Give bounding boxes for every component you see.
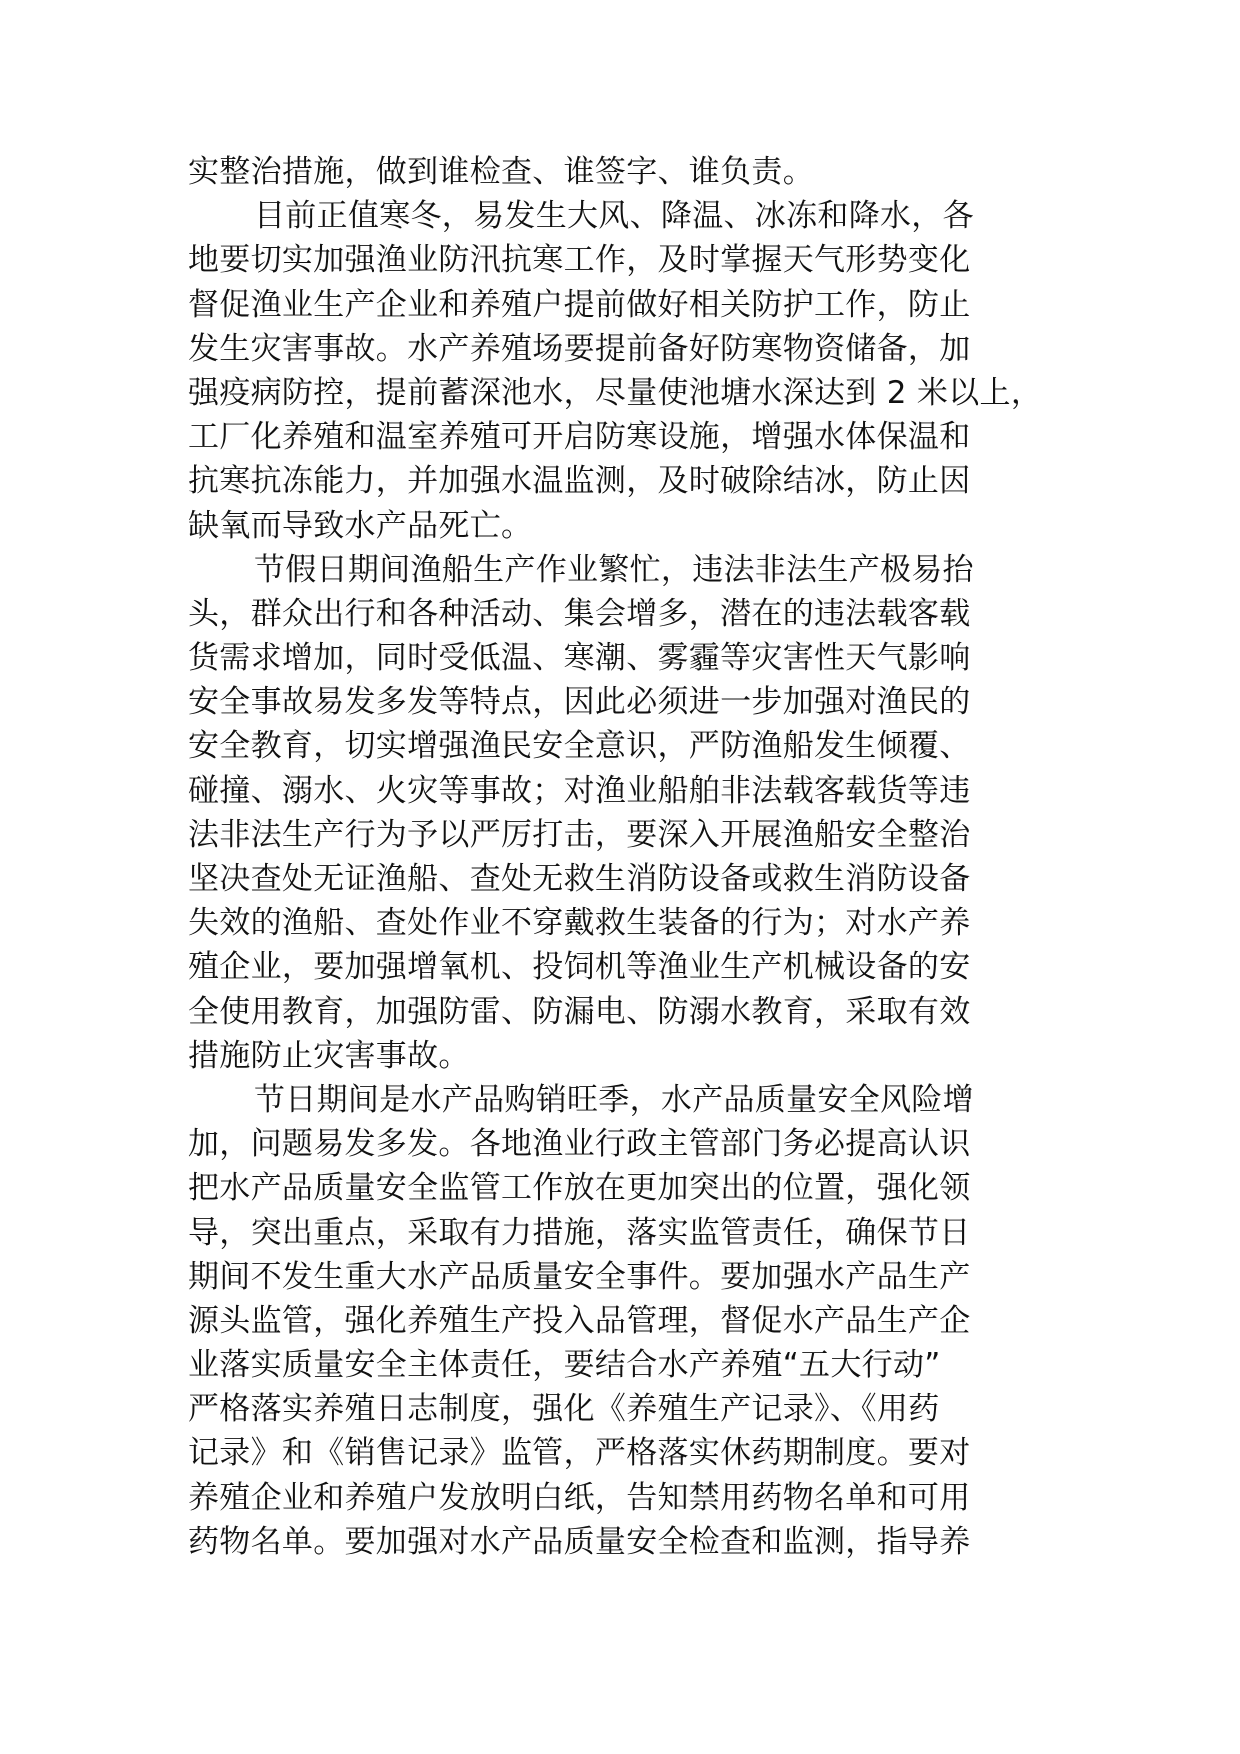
text-line: 措施防止灾害事故。 bbox=[188, 1037, 470, 1074]
text-line: 加，问题易发多发。各地渔业行政主管部门务必提高认识 bbox=[188, 1126, 971, 1163]
text-line: 严格落实养殖日志制度，强化《养殖生产记录》、《用药 bbox=[188, 1391, 940, 1428]
text-line: 头，群众出行和各种活动、集会增多，潜在的违法载客载 bbox=[188, 595, 971, 632]
text-line: 坚决查处无证渔船、查处无救生消防设备或救生消防设备 bbox=[188, 861, 971, 897]
text-line: 安全教育，切实增强渔民安全意识，严防渔船发生倾覆、 bbox=[188, 728, 971, 765]
text-line: 工厂化养殖和温室养殖可开启防寒设施，增强水体保温和 bbox=[188, 419, 971, 456]
text-line: 督促渔业生产企业和养殖户提前做好相关防护工作，防止 bbox=[188, 286, 971, 323]
text-line: 实整治措施，做到谁检查、谁签字、谁负责。 bbox=[188, 154, 814, 190]
text-line: 碰撞、溺水、火灾等事故；对渔业船舶非法载客载货等违 bbox=[188, 772, 971, 809]
text-line: 把水产品质量安全监管工作放在更加突出的位置，强化领 bbox=[188, 1170, 971, 1207]
text-line: 法非法生产行为予以严厉打击，要深入开展渔船安全整治 bbox=[188, 816, 971, 853]
paragraph-first-line: 节假日期间渔船生产作业繁忙，违法非法生产极易抬 bbox=[254, 551, 974, 588]
text-line: 养殖企业和养殖户发放明白纸，告知禁用药物名单和可用 bbox=[188, 1479, 971, 1516]
text-line: 期间不发生重大水产品质量安全事件。要加强水产品生产 bbox=[188, 1258, 971, 1295]
text-line: 业落实质量安全主体责任，要结合水产养殖“五大行动” bbox=[188, 1347, 941, 1384]
text-line: 强疫病防控，提前蓄深池水，尽量使池塘水深达到 2 米以上， bbox=[188, 374, 1043, 411]
text-line: 导，突出重点，采取有力措施，落实监管责任，确保节日 bbox=[188, 1214, 971, 1251]
document-body bbox=[188, 150, 1054, 1564]
text-line: 抗寒抗冻能力，并加强水温监测，及时破除结冰，防止因 bbox=[188, 463, 971, 500]
text-line: 记录》和《销售记录》监管，严格落实休药期制度。要对 bbox=[188, 1435, 971, 1472]
text-line: 源头监管，强化养殖生产投入品管理，督促水产品生产企 bbox=[188, 1302, 971, 1339]
paragraph-first-line: 节日期间是水产品购销旺季，水产品质量安全风险增 bbox=[254, 1081, 974, 1118]
text-line: 地要切实加强渔业防汛抗寒工作，及时掌握天气形势变化 bbox=[188, 242, 971, 279]
text-line: 全使用教育，加强防雷、防漏电、防溺水教育，采取有效 bbox=[188, 993, 971, 1030]
text-line: 失效的渔船、查处作业不穿戴救生装备的行为；对水产养 bbox=[188, 905, 971, 942]
text-line: 发生灾害事故。水产养殖场要提前备好防寒物资储备，加 bbox=[188, 330, 971, 367]
paragraph-first-line: 目前正值寒冬，易发生大风、降温、冰冻和降水，各 bbox=[254, 198, 974, 235]
text-line: 货需求增加，同时受低温、寒潮、雾霾等灾害性天气影响 bbox=[188, 640, 971, 677]
text-line: 缺氧而导致水产品死亡。 bbox=[188, 507, 533, 544]
text-line: 殖企业，要加强增氧机、投饲机等渔业生产机械设备的安 bbox=[188, 949, 971, 986]
text-line: 药物名单。要加强对水产品质量安全检查和监测，指导养 bbox=[188, 1523, 971, 1560]
text-line: 安全事故易发多发等特点，因此必须进一步加强对渔民的 bbox=[188, 684, 971, 721]
